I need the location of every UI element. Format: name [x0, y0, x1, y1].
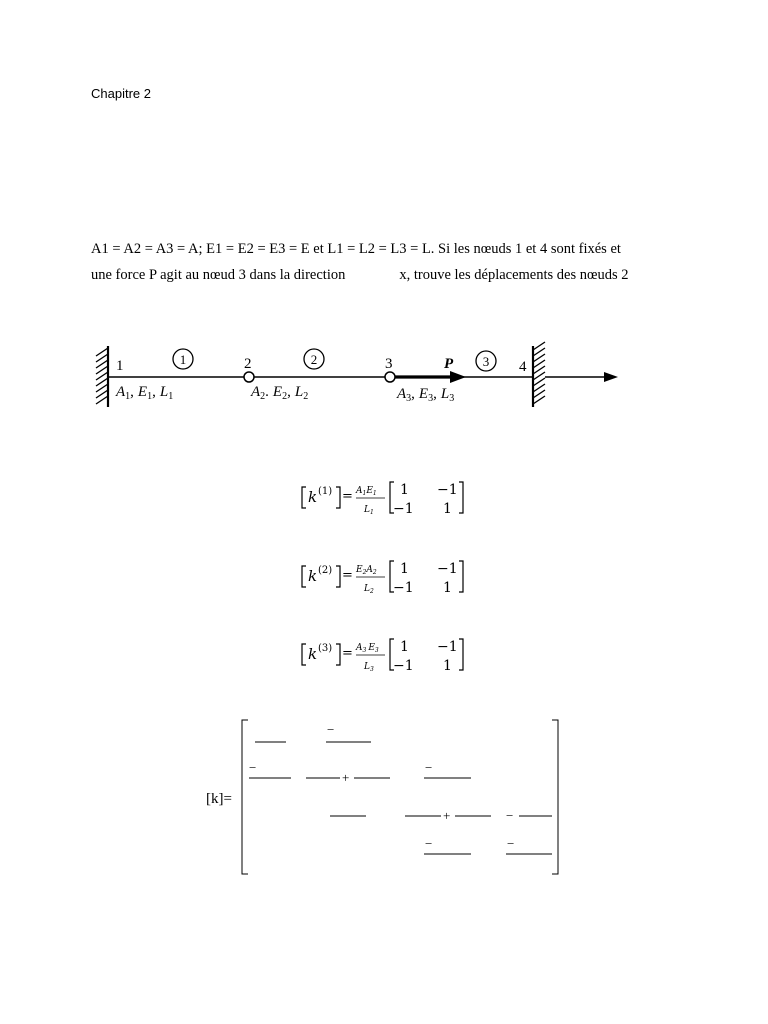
element-2-number: 2	[310, 352, 318, 367]
k3-m21: −1	[393, 658, 414, 674]
sign-minus-r1c2: −	[327, 722, 335, 737]
problem-line-2-part-b: x, trouve les déplacements des nœuds 2	[399, 267, 629, 283]
k1-m22: 1	[443, 501, 452, 517]
k1-numerator: $A_1E_1$	[356, 486, 377, 497]
k2-superscript: (2)	[318, 565, 333, 576]
k3-m12: −1	[437, 639, 458, 655]
k1-symbol: k	[308, 488, 318, 506]
k3-symbol: k	[308, 645, 318, 663]
k1-m21: −1	[393, 501, 414, 517]
k2-m21: −1	[393, 580, 414, 596]
element-1-number: 1	[179, 352, 187, 367]
element-2-props: $A_2$. $E_2$, $L_2$	[251, 384, 309, 402]
node-4-label: 4	[519, 359, 527, 375]
sign-plus-r2c2: +	[342, 770, 350, 785]
element-1-props: $A_1$, $E_1$, $L_1$	[116, 384, 174, 402]
chapter-header: Chapitre 2	[91, 86, 151, 101]
k2-equals: =	[342, 568, 353, 583]
problem-line-1: A1 = A2 = A3 = A; E1 = E2 = E3 = E et L1 = L2 = L3 = L. Si les nœuds 1 et 4 sont fixés et	[91, 241, 621, 257]
matrix-signs	[249, 722, 514, 851]
sign-minus-r3c4: −	[506, 808, 514, 823]
k2-denominator: $L_2$	[364, 584, 374, 595]
k3-m22: 1	[443, 658, 452, 674]
k3-denominator: $L_3$	[364, 662, 374, 673]
k2-numerator: $E_2A_2$	[356, 565, 377, 576]
sign-minus-r2c1: −	[249, 760, 257, 775]
sign-minus-r4c4: −	[507, 836, 515, 851]
k2-m11: 1	[400, 561, 409, 577]
k1-superscript: (1)	[318, 486, 333, 497]
k3-m11: 1	[400, 639, 409, 655]
problem-line-2-part-a: une force P agit au nœud 3 dans la direction	[91, 267, 346, 283]
node-3-label: 3	[385, 356, 393, 372]
k2-symbol: k	[308, 567, 318, 585]
k3-numerator: $A_3$ $E_3$	[356, 643, 379, 654]
sign-minus-r4c3: −	[425, 836, 433, 851]
force-label: P	[444, 356, 454, 372]
node-2-label: 2	[244, 356, 252, 372]
sign-minus-r2c3: −	[425, 760, 433, 775]
global-left-bracket	[242, 720, 248, 874]
k1-equals: =	[342, 489, 353, 504]
k1-m11: 1	[400, 482, 409, 498]
k3-equals: =	[342, 646, 353, 661]
element-3-number: 3	[482, 354, 490, 369]
sign-plus-r3c3: +	[443, 808, 451, 823]
element-3-props: $A_3$, $E_3$, $L_3$	[397, 386, 455, 404]
k2-m12: −1	[437, 561, 458, 577]
k1-m12: −1	[437, 482, 458, 498]
k1-denominator: $L_1$	[364, 505, 374, 516]
global-right-bracket	[552, 720, 558, 874]
global-k-label: [k]=	[206, 791, 232, 807]
k2-m22: 1	[443, 580, 452, 596]
k3-superscript: (3)	[318, 643, 333, 654]
node-1-label: 1	[116, 358, 124, 374]
